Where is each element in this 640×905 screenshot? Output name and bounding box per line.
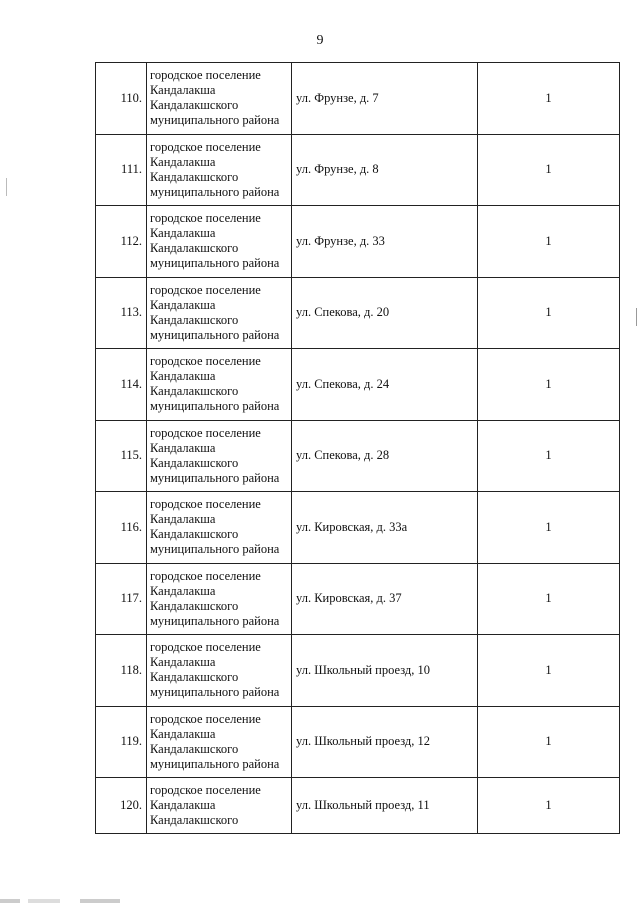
municipality-line: Кандалакшского — [150, 98, 239, 113]
row-number: 117. — [96, 563, 147, 635]
municipality-cell — [147, 563, 292, 635]
municipality-line: городское поселение — [150, 497, 261, 512]
municipality-line: Кандалакшского — [150, 598, 239, 613]
quantity-cell: 1 — [478, 635, 620, 707]
address-cell: ул. Спекова, д. 24 — [292, 349, 478, 421]
address-cell: ул. Кировская, д. 37 — [292, 563, 478, 635]
municipality-line: муниципального района — [150, 685, 280, 700]
municipality-cell — [147, 778, 292, 834]
table-row — [96, 635, 620, 707]
municipality-line: Кандалакшского — [150, 312, 239, 327]
address-cell: ул. Кировская, д. 33а — [292, 492, 478, 564]
quantity-cell: 1 — [478, 206, 620, 278]
municipality-line: муниципального района — [150, 113, 280, 128]
municipality-line: муниципального района — [150, 756, 280, 771]
municipality-line: Кандалакшского — [150, 741, 239, 756]
row-number: 118. — [96, 635, 147, 707]
municipality-line: Кандалакша — [150, 512, 216, 527]
municipality-line: Кандалакша — [150, 726, 216, 741]
municipality-line: муниципального района — [150, 256, 280, 271]
row-number: 110. — [96, 63, 147, 135]
quantity-cell: 1 — [478, 63, 620, 135]
row-number: 111. — [96, 134, 147, 206]
municipality-line: городское поселение — [150, 640, 261, 655]
address-cell: ул. Фрунзе, д. 7 — [292, 63, 478, 135]
municipality-cell — [147, 706, 292, 778]
municipality-cell — [147, 349, 292, 421]
municipality-line: Кандалакша — [150, 369, 216, 384]
row-number: 113. — [96, 277, 147, 349]
municipality-line: городское поселение — [150, 139, 261, 154]
municipality-line: Кандалакшского — [150, 169, 239, 184]
objects-table — [95, 62, 620, 834]
row-number: 116. — [96, 492, 147, 564]
municipality-cell — [147, 63, 292, 135]
quantity-cell: 1 — [478, 134, 620, 206]
row-number: 114. — [96, 349, 147, 421]
municipality-cell — [147, 134, 292, 206]
municipality-line: Кандалакша — [150, 583, 216, 598]
table-row — [96, 134, 620, 206]
municipality-line: муниципального района — [150, 327, 280, 342]
quantity-cell: 1 — [478, 277, 620, 349]
table-row — [96, 349, 620, 421]
page-number: 9 — [316, 33, 324, 48]
municipality-line: муниципального района — [150, 542, 280, 557]
table-row — [96, 420, 620, 492]
municipality-line: муниципального района — [150, 184, 280, 199]
municipality-cell — [147, 277, 292, 349]
municipality-line: муниципального района — [150, 613, 280, 628]
address-cell: ул. Фрунзе, д. 33 — [292, 206, 478, 278]
municipality-line: муниципального района — [150, 470, 280, 485]
address-cell: ул. Школьный проезд, 11 — [292, 778, 478, 834]
scan-mark — [6, 178, 7, 196]
municipality-cell — [147, 206, 292, 278]
municipality-line: городское поселение — [150, 711, 261, 726]
municipality-line: Кандалакша — [150, 440, 216, 455]
municipality-cell — [147, 492, 292, 564]
address-cell: ул. Школьный проезд, 12 — [292, 706, 478, 778]
row-number: 112. — [96, 206, 147, 278]
row-number: 115. — [96, 420, 147, 492]
quantity-cell: 1 — [478, 706, 620, 778]
municipality-line: Кандалакша — [150, 226, 216, 241]
municipality-line: городское поселение — [150, 354, 261, 369]
address-cell: ул. Спекова, д. 20 — [292, 277, 478, 349]
municipality-line: городское поселение — [150, 211, 261, 226]
municipality-line: Кандалакша — [150, 154, 216, 169]
municipality-line: Кандалакша — [150, 83, 216, 98]
quantity-cell: 1 — [478, 349, 620, 421]
municipality-line: городское поселение — [150, 425, 261, 440]
address-cell: ул. Фрунзе, д. 8 — [292, 134, 478, 206]
municipality-cell — [147, 635, 292, 707]
quantity-cell: 1 — [478, 420, 620, 492]
municipality-line: городское поселение — [150, 783, 261, 797]
scan-mark — [636, 308, 637, 326]
municipality-line: Кандалакшского — [150, 455, 239, 470]
table-row — [96, 778, 620, 834]
address-cell: ул. Спекова, д. 28 — [292, 420, 478, 492]
row-number: 120. — [96, 778, 147, 834]
municipality-line: Кандалакшского — [150, 241, 239, 256]
table-row — [96, 206, 620, 278]
table-row — [96, 63, 620, 135]
quantity-cell: 1 — [478, 563, 620, 635]
municipality-line: Кандалакша — [150, 655, 216, 670]
address-cell: ул. Школьный проезд, 10 — [292, 635, 478, 707]
municipality-line: Кандалакшского — [150, 384, 239, 399]
quantity-cell: 1 — [478, 492, 620, 564]
footer-scan-artifact — [0, 899, 200, 903]
municipality-line: городское поселение — [150, 68, 261, 83]
municipality-line: муниципального района — [150, 399, 280, 414]
municipality-line: Кандалакша — [150, 798, 216, 812]
table-row — [96, 706, 620, 778]
row-number: 119. — [96, 706, 147, 778]
municipality-cell — [147, 420, 292, 492]
table-row — [96, 563, 620, 635]
table-row — [96, 277, 620, 349]
table-body — [96, 63, 620, 834]
quantity-cell: 1 — [478, 778, 620, 834]
municipality-line: городское поселение — [150, 282, 261, 297]
municipality-line: Кандалакша — [150, 297, 216, 312]
municipality-line: городское поселение — [150, 568, 261, 583]
municipality-line: Кандалакшского — [150, 527, 239, 542]
municipality-line: Кандалакшского — [150, 813, 239, 827]
table-row — [96, 492, 620, 564]
municipality-line: Кандалакшского — [150, 670, 239, 685]
